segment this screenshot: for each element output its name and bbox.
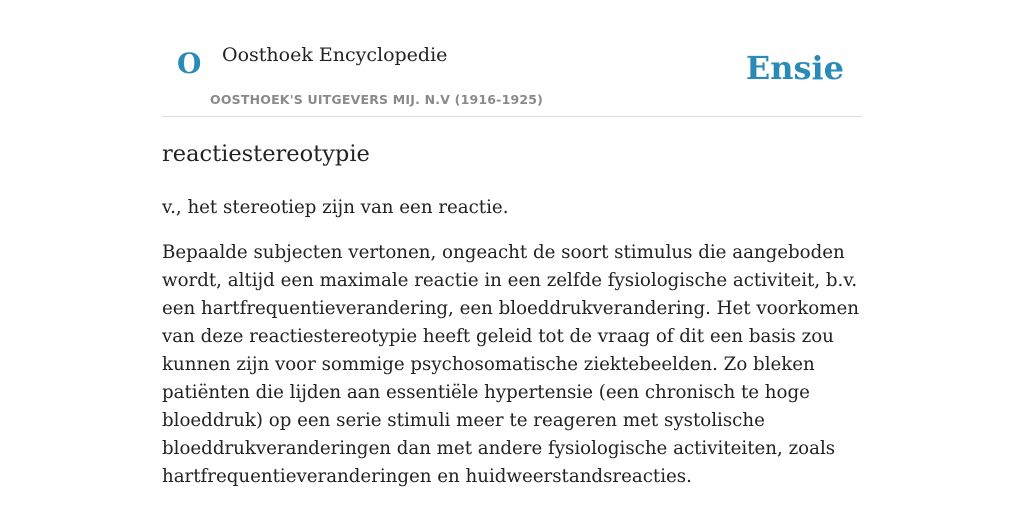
publisher-subtitle: OOSTHOEK'S UITGEVERS MIJ. N.V (1916-1925) — [210, 92, 544, 107]
page-container — [162, 0, 862, 487]
site-header — [162, 0, 862, 117]
entry-term: reactiestereotypie — [162, 141, 370, 167]
site-title[interactable]: Oosthoek Encyclopedie — [222, 44, 448, 66]
entry-definition: v., het stereotiep zijn van een reactie. — [162, 197, 509, 218]
ensie-brand-link[interactable]: Ensie — [745, 49, 844, 87]
entry-body: Bepaalde subjecten vertonen, ongeacht de soort stimulus die aangeboden wordt, altijd een maximale reactie in een zelfde fysiologische activiteit, b.v. een hartfrequentieverandering, een bloeddrukverandering. Het voorkomen van deze reactiestereotypie heeft geleid tot de vraag of dit een basis zou kunnen zijn voor sommige psychosomatische ziektebeelden. Zo bleken patiënten die lijden aan essentiële hypertensie (een chronisch te hoge bloeddruk) op een serie stimuli meer te reageren met systolische bloeddrukveranderingen dan met andere fysiologische activiteiten, zoals hartfrequentieveranderingen en huidweerstandsreacties. — [162, 242, 859, 487]
oosthoek-logo-icon[interactable]: O — [177, 47, 202, 80]
